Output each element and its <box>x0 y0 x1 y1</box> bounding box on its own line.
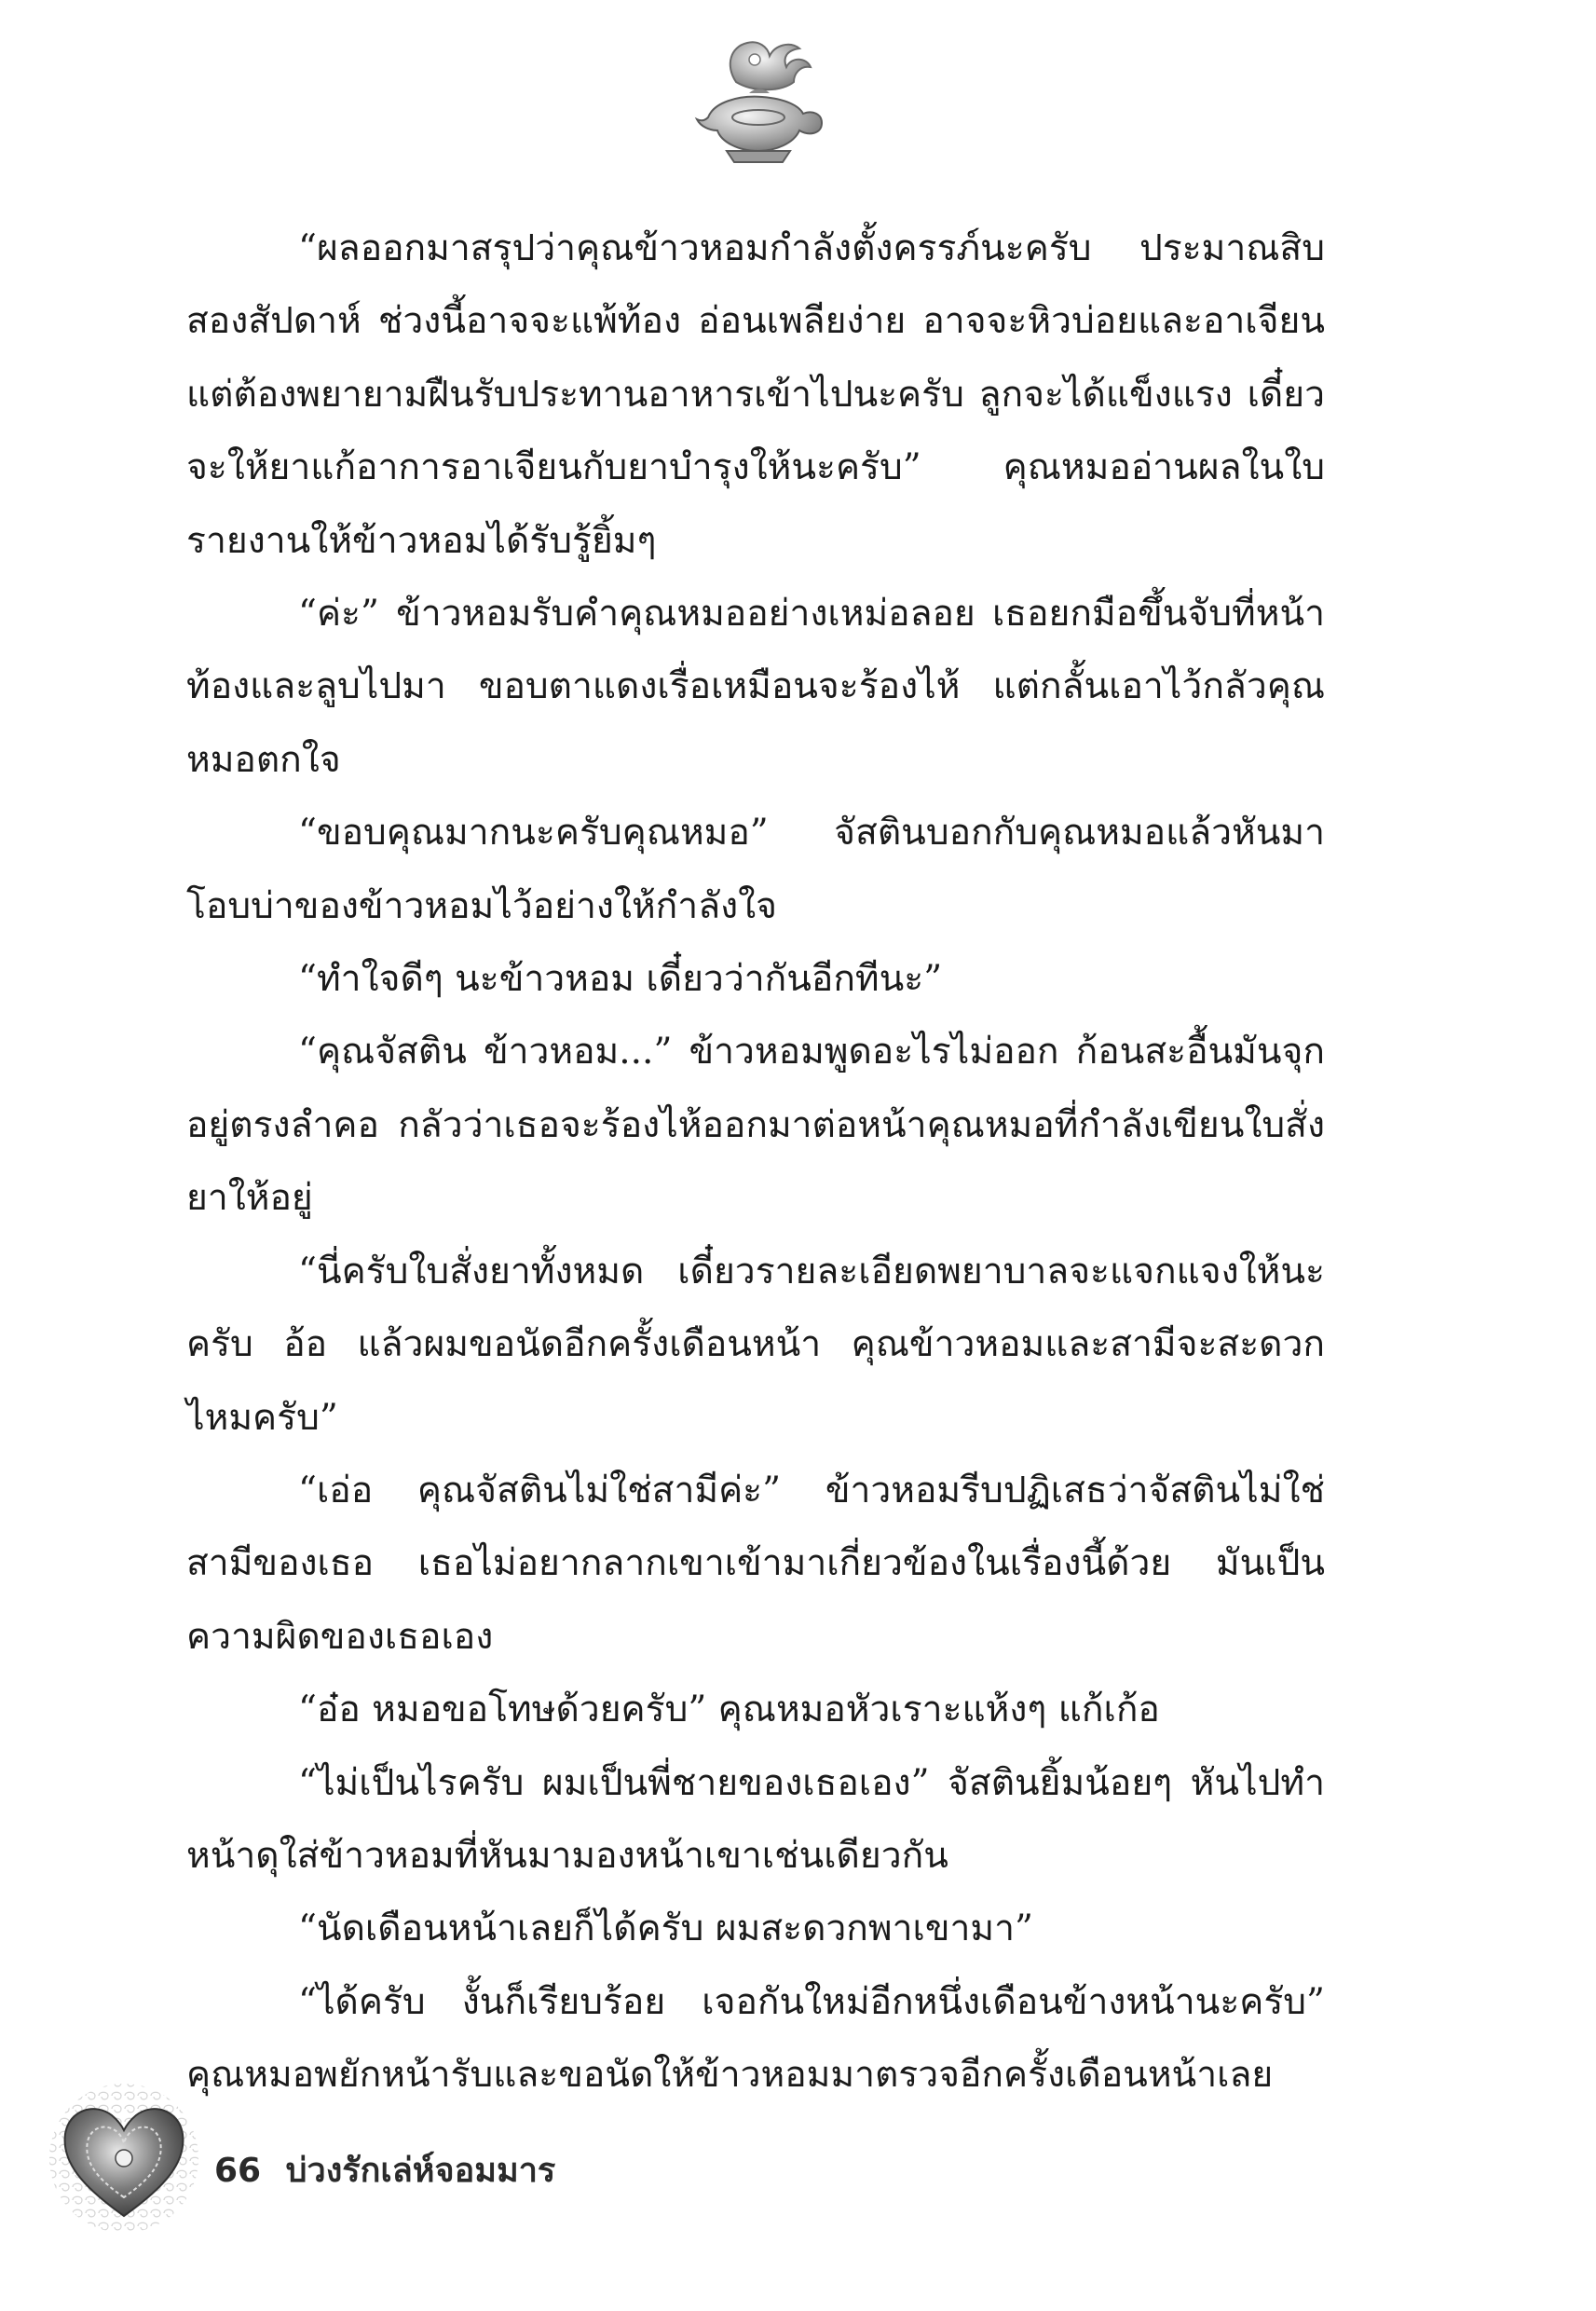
paragraph: “ทำใจดีๆ นะข้าวหอม เดี๋ยวว่ากันอีกทีนะ” <box>298 958 943 1001</box>
ornamental-heart-icon <box>45 2076 203 2239</box>
genie-lamp-icon <box>689 37 829 172</box>
paragraph: “นัดเดือนหน้าเลยก็ได้ครับ ผมสะดวกพาเขามา” <box>298 1908 1033 1950</box>
paragraph: “ได้ครับ งั้นก็เรียบร้อย เจอกันใหม่อีกหนึ่งเดือนข้างหน้านะครับ” คุณหมอพยักหน้ารับและขอนัดให้ข้าวหอมมาตรวจอีกครั้งเดือนหน้าเลย <box>186 1980 1325 2097</box>
paragraph: “ไม่เป็นไรครับ ผมเป็นพี่ชายของเธอเอง” จัสตินยิ้มน้อยๆ หันไปทำหน้าดุใส่ข้าวหอมที่หันมามองหน้าเขาเช่นเดียวกัน <box>186 1761 1325 1877</box>
paragraph: “ค่ะ” ข้าวหอมรับคำคุณหมออย่างเหม่อลอย เธอยกมือขึ้นจับที่หน้าท้องและลูบไปมา ขอบตาแดงเรื่อเหมือนจะร้องไห้ แต่กลั้นเอาไว้กลัวคุณหมอตกใจ <box>186 593 1325 781</box>
book-title: บ่วงรักเล่ห์จอมมาร <box>285 2152 556 2190</box>
paragraph: “เอ่อ คุณจัสตินไม่ใช่สามีค่ะ” ข้าวหอมรีบปฏิเสธว่าจัสตินไม่ใช่สามีของเธอ เธอไม่อยากลากเขาเข้ามาเกี่ยวข้องในเรื่องนี้ด้วย มันเป็นความผิดของเธอเอง <box>186 1469 1325 1658</box>
chapter-text <box>186 212 1325 2113</box>
paragraph: “อ๋อ หมอขอโทษด้วยครับ” คุณหมอหัวเราะแห้งๆ แก้เก้อ <box>298 1689 1160 1731</box>
paragraph: “นี่ครับใบสั่งยาทั้งหมด เดี๋ยวรายละเอียดพยาบาลจะแจกแจงให้นะครับ อ้อ แล้วผมขอนัดอีกครั้งเดือนหน้า คุณข้าวหอมและสามีจะสะดวกไหมครับ” <box>186 1250 1325 1439</box>
page-footer <box>214 2143 555 2196</box>
paragraph: “ผลออกมาสรุปว่าคุณข้าวหอมกำลังตั้งครรภ์นะครับ ประมาณสิบสองสัปดาห์ ช่วงนี้อาจจะแพ้ท้อง อ่อนเพลียง่าย อาจจะหิวบ่อยและอาเจียน แต่ต้องพยายามฝืนรับประทานอาหารเข้าไปนะครับ ลูกจะได้แข็งแรง เดี๋ยวจะให้ยาแก้อาการอาเจียนกับยาบำรุงให้นะครับ” คุณหมออ่านผลในใบรายงานให้ข้าวหอมได้รับรู้ยิ้มๆ <box>186 227 1325 562</box>
page-number: 66 <box>214 2152 262 2190</box>
paragraph: “ขอบคุณมากนะครับคุณหมอ” จัสตินบอกกับคุณหมอแล้วหันมาโอบบ่าของข้าวหอมไว้อย่างให้กำลังใจ <box>186 812 1325 927</box>
paragraph: “คุณจัสติน ข้าวหอม...” ข้าวหอมพูดอะไรไม่ออก ก้อนสะอื้นมันจุกอยู่ตรงลำคอ กลัวว่าเธอจะร้องไห้ออกมาต่อหน้าคุณหมอที่กำลังเขียนใบสั่งยาให้อยู่ <box>186 1031 1325 1220</box>
